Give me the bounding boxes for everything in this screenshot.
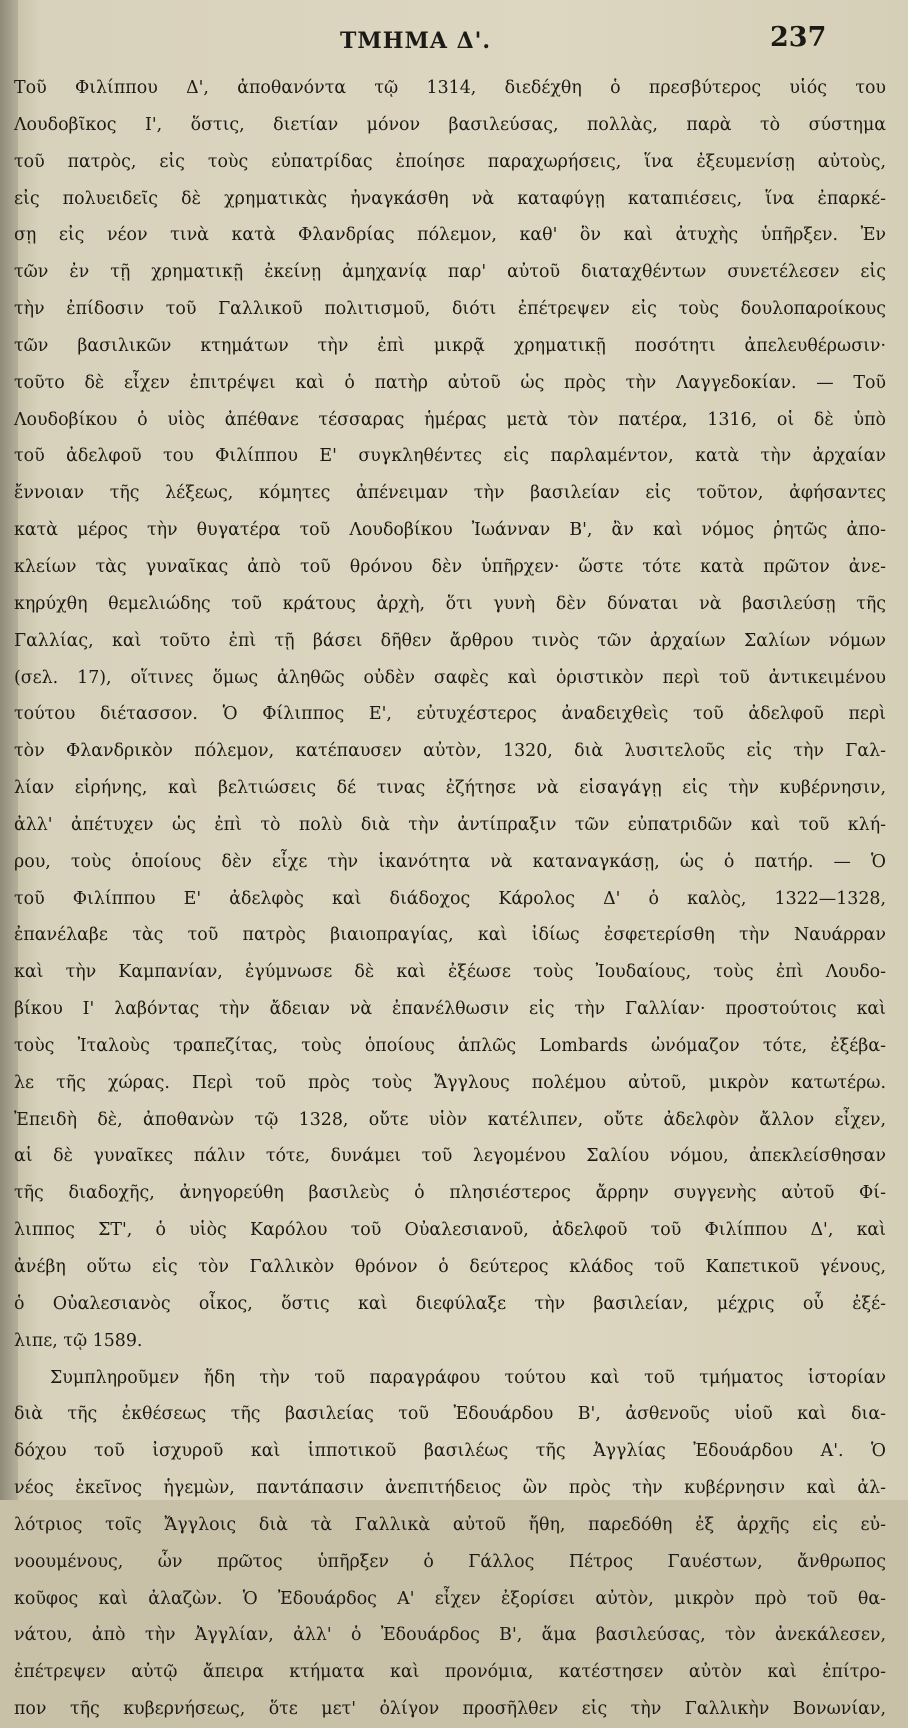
text-line: τοὺς Ἰταλοὺς τραπεζίτας, τοὺς ὁποίους ἁπλῶς Lombards ὠνόμαζον τότε, ἐξέβα- bbox=[14, 1035, 886, 1056]
text-line: (σελ. 17), οἵτινες ὅμως ἀληθῶς οὐδὲν σαφὲς καὶ ὁριστικὸν περὶ τοῦ ἀντικειμένου bbox=[14, 667, 886, 688]
text-line: τούτου διέτασσον. Ὁ Φίλιππος Ε', εὐτυχέστερος ἀναδειχθεὶς τοῦ ἀδελφοῦ περὶ bbox=[14, 704, 886, 725]
page-number: 237 bbox=[770, 22, 827, 53]
text-line: λίαν εἰρήνης, καὶ βελτιώσεις δέ τινας ἐζήτησε νὰ εἰσαγάγῃ εἰς τὴν κυβέρνησιν, bbox=[14, 778, 886, 799]
text-line: ἀνέβη οὕτω εἰς τὸν Γαλλικὸν θρόνον ὁ δεύτερος κλάδος τοῦ Καπετικοῦ γένους, bbox=[14, 1257, 886, 1277]
text-line: τῆς διαδοχῆς, ἀνηγορεύθη βασιλεὺς ὁ πλησιέστερος ἄρρην συγγενὴς αὐτοῦ Φί- bbox=[14, 1183, 886, 1204]
text-line: ἔννοιαν τῆς λέξεως, κόμητες ἀπένειμαν τὴν βασιλείαν εἰς τοῦτον, ἀφήσαντες bbox=[14, 483, 886, 504]
paragraph-end-line: λιπε, τῷ 1589. bbox=[14, 1330, 143, 1351]
page-header bbox=[0, 22, 908, 62]
text-line: κλείων τὰς γυναῖκας ἀπὸ τοῦ θρόνου δὲν ὑπῆρχεν· ὥστε τότε κατὰ πρῶτον ἀνε- bbox=[14, 556, 886, 577]
text-line: τοῦ πατρὸς, εἰς τοὺς εὐπατρίδας ἐποίησε παραχωρήσεις, ἵνα ἐξευμενίσῃ αὐτοὺς, bbox=[14, 151, 886, 172]
text-line: Λουδοβίκου ὁ υἱὸς ἀπέθανε τέσσαρας ἡμέρας μετὰ τὸν πατέρα, 1316, οἱ δὲ ὑπὸ bbox=[14, 409, 886, 430]
text-line: διὰ τῆς ἐκθέσεως τῆς βασιλείας τοῦ Ἐδουάρδου Β', ἀσθενοῦς υἱοῦ καὶ δια- bbox=[14, 1404, 886, 1425]
text-line: τῶν ἐν τῇ χρηματικῇ ἐκείνῃ ἀμηχανίᾳ παρ' αὐτοῦ διαταχθέντων συνετέλεσεν εἰς bbox=[14, 262, 886, 283]
text-line: αἱ δὲ γυναῖκες πάλιν τότε, δυνάμει τοῦ λεγομένου Σαλίου νόμου, ἀπεκλείσθησαν bbox=[14, 1146, 886, 1167]
text-line: ἐπέτρεψεν αὐτῷ ἄπειρα κτήματα καὶ προνόμια, κατέστησεν αὐτὸν καὶ ἐπίτρο- bbox=[14, 1662, 886, 1683]
text-line: νοουμένους, ὧν πρῶτος ὑπῆρξεν ὁ Γάλλος Πέτρος Γαυέστων, ἄνθρωπος bbox=[14, 1551, 886, 1572]
text-line: τὴν ἐπίδοσιν τοῦ Γαλλικοῦ πολιτισμοῦ, διότι ἐπέτρεψεν εἰς τοὺς δουλοπαροίκους bbox=[14, 299, 886, 320]
text-line: τοῦ ἀδελφοῦ του Φιλίππου Ε' συγκληθέντες εἰς παρλαμέντον, κατὰ τὴν ἀρχαίαν bbox=[14, 446, 886, 467]
body-text bbox=[14, 70, 886, 1728]
text-line: τοῦτο δὲ εἶχεν ἐπιτρέψει καὶ ὁ πατὴρ αὐτοῦ ὡς πρὸς τὴν Λαγγεδοκίαν. — Τοῦ bbox=[14, 372, 886, 393]
text-line: κατὰ μέρος τὴν θυγατέρα τοῦ Λουδοβίκου Ἰωάνναν Β', ἂν καὶ νόμος ῥητῶς ἀπο- bbox=[14, 520, 886, 541]
text-line: κηρύχθη θεμελιώδης τοῦ κράτους ἀρχὴ, ὅτι γυνὴ δὲν δύναται νὰ βασιλεύσῃ τῆς bbox=[14, 593, 886, 614]
text-line: νέος ἐκεῖνος ἡγεμὼν, παντάπασιν ἀνεπιτήδειος ὢν πρὸς τὴν κυβέρνησιν καὶ ἀλ- bbox=[14, 1478, 886, 1499]
text-line: τὸν Φλανδρικὸν πόλεμον, κατέπαυσεν αὐτὸν, 1320, διὰ λυσιτελοῦς εἰς τὴν Γαλ- bbox=[14, 741, 886, 762]
paragraph-start-line: Συμπληροῦμεν ἤδη τὴν τοῦ παραγράφου τούτου καὶ τοῦ τμήματος ἱστορίαν bbox=[50, 1367, 886, 1388]
text-line: Γαλλίας, καὶ τοῦτο ἐπὶ τῇ βάσει δῆθεν ἄρθρου τινὸς τῶν ἀρχαίων Σαλίων νόμων bbox=[14, 630, 886, 651]
text-line: Λουδοβῖκος Ι', ὅστις, διετίαν μόνον βασιλεύσας, πολλὰς, παρὰ τὸ σύστημα bbox=[14, 114, 886, 135]
text-line: σῃ εἰς νέον τινὰ κατὰ Φλανδρίας πόλεμον, καθ' ὃν καὶ ἀτυχὴς ὑπῆρξεν. Ἐν bbox=[14, 225, 886, 246]
text-line: ρου, τοὺς ὁποίους δὲν εἶχε τὴν ἱκανότητα νὰ καταναγκάσῃ, ὡς ὁ πατήρ. — Ὁ bbox=[14, 851, 886, 872]
section-title: ΤΜΗΜΑ Δ'. bbox=[340, 28, 492, 54]
text-line: λιππος ΣΤ', ὁ υἱὸς Καρόλου τοῦ Οὐαλεσιανοῦ, ἀδελφοῦ τοῦ Φιλίππου Δ', καὶ bbox=[14, 1220, 886, 1241]
text-line: καὶ τὴν Καμπανίαν, ἐγύμνωσε δὲ καὶ ἐξέωσε τοὺς Ἰουδαίους, τοὺς ἐπὶ Λουδο- bbox=[14, 962, 886, 983]
text-line: Τοῦ Φιλίππου Δ', ἀποθανόντα τῷ 1314, διεδέχθη ὁ πρεσβύτερος υἱός του bbox=[14, 78, 886, 98]
text-line: κοῦφος καὶ ἀλαζὼν. Ὁ Ἐδουάρδος Α' εἶχεν ἐξορίσει αὐτὸν, μικρὸν πρὸ τοῦ θα- bbox=[14, 1588, 886, 1609]
text-line: δόχου τοῦ ἰσχυροῦ καὶ ἱπποτικοῦ βασιλέως τῆς Ἀγγλίας Ἐδουάρδου Α'. Ὁ bbox=[14, 1441, 886, 1462]
text-line: ἐπανέλαβε τὰς τοῦ πατρὸς βιαιοπραγίας, καὶ ἰδίως ἐσφετερίσθη τὴν Ναυάρραν bbox=[14, 925, 886, 946]
text-line: ἀλλ' ἀπέτυχεν ὡς ἐπὶ τὸ πολὺ διὰ τὴν ἀντίπραξιν τῶν εὐπατριδῶν καὶ τοῦ κλή- bbox=[14, 814, 886, 835]
text-line: ὁ Οὐαλεσιανὸς οἶκος, ὅστις καὶ διεφύλαξε τὴν βασιλείαν, μέχρις οὗ ἐξέ- bbox=[14, 1293, 886, 1314]
text-line: εἰς πολυειδεῖς δὲ χρηματικὰς ἠναγκάσθη νὰ καταφύγῃ καταπιέσεις, ἵνα ἐπαρκέ- bbox=[14, 188, 886, 209]
text-line: λε τῆς χώρας. Περὶ τοῦ πρὸς τοὺς Ἄγγλους πολέμου αὐτοῦ, μικρὸν κατωτέρω. bbox=[14, 1072, 886, 1093]
text-line: βίκου Ι' λαβόντας τὴν ἄδειαν νὰ ἐπανέλθωσιν εἰς τὴν Γαλλίαν· προστούτοις καὶ bbox=[14, 999, 886, 1020]
text-line: τοῦ Φιλίππου Ε' ἀδελφὸς καὶ διάδοχος Κάρολος Δ' ὁ καλὸς, 1322—1328, bbox=[14, 888, 886, 909]
text-line: Ἐπειδὴ δὲ, ἀποθανὼν τῷ 1328, οὔτε υἱὸν κατέλιπεν, οὔτε ἀδελφὸν ἄλλον εἶχεν, bbox=[14, 1109, 886, 1130]
text-line: νάτου, ἀπὸ τὴν Ἀγγλίαν, ἀλλ' ὁ Ἐδουάρδος Β', ἅμα βασιλεύσας, τὸν ἀνεκάλεσεν, bbox=[14, 1625, 886, 1646]
text-line: πον τῆς κυβερνήσεως, ὅτε μετ' ὀλίγον προσῆλθεν εἰς τὴν Γαλλικὴν Βονωνίαν, bbox=[14, 1699, 886, 1720]
text-line: λότριος τοῖς Ἄγγλοις διὰ τὰ Γαλλικὰ αὐτοῦ ἤθη, παρεδόθη ἐξ ἀρχῆς εἰς εὐ- bbox=[14, 1514, 886, 1535]
text-line: τῶν βασιλικῶν κτημάτων τὴν ἐπὶ μικρᾷ χρηματικῇ ποσότητι ἀπελευθέρωσιν· bbox=[14, 335, 886, 356]
